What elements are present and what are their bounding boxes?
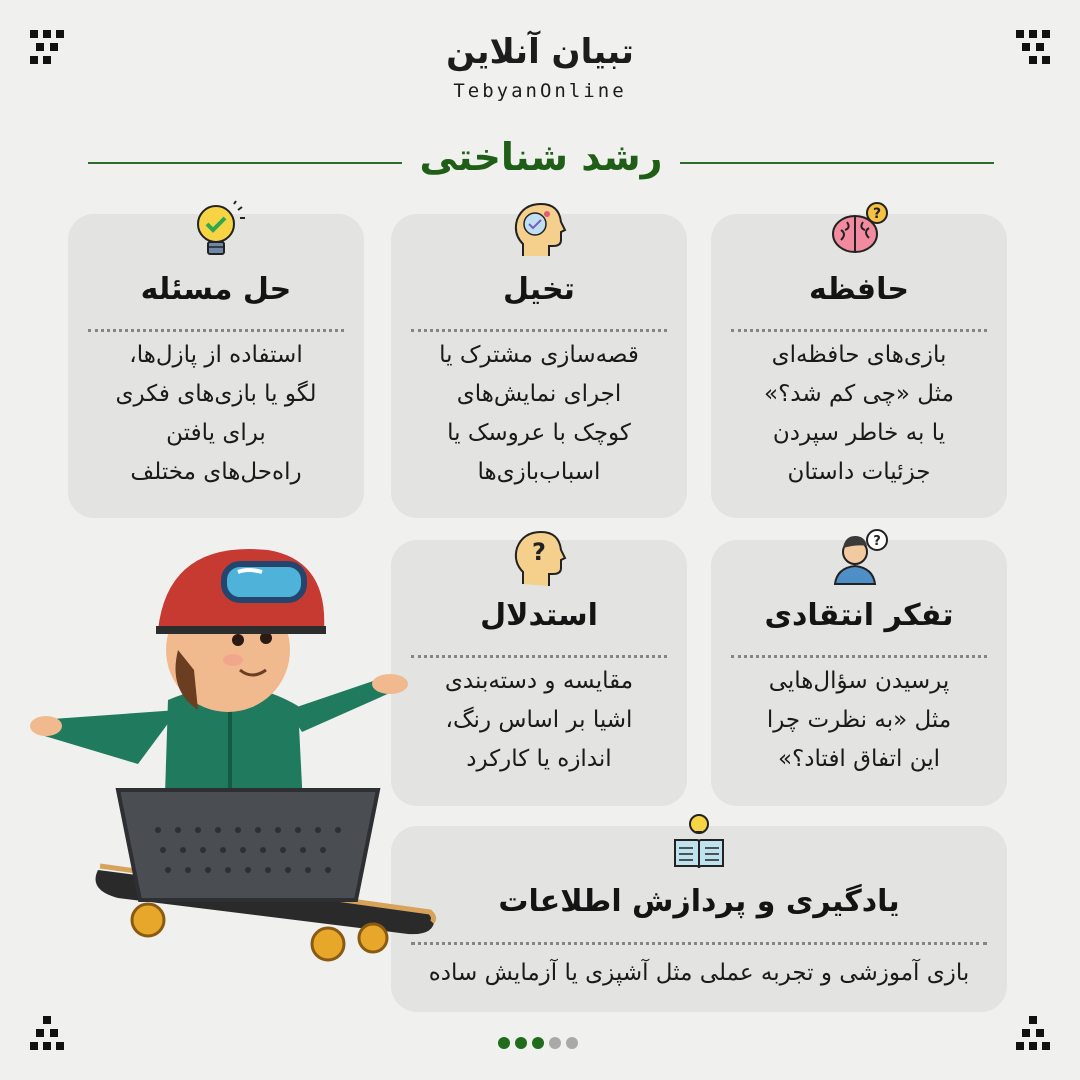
title-row — [88, 135, 994, 185]
pagination-dot-active — [532, 1037, 544, 1049]
child-skateboard-illustration — [28, 540, 438, 980]
card-heading: حل مسئله — [140, 272, 292, 307]
card-text: بازی‌های حافظه‌ای مثل «چی کم شد؟» یا به خاطر سپردن جزئیات داستان — [764, 342, 954, 485]
brain-question-icon — [829, 200, 889, 260]
card-text: مقایسه و دسته‌بندی اشیا بر اساس رنگ، اندازه یا کارکرد — [444, 668, 634, 772]
svg-text:?: ? — [873, 534, 881, 549]
dotted-divider — [88, 329, 344, 332]
card-heading: یادگیری و پردازش اطلاعات — [498, 884, 900, 919]
card-heading: تفکر انتقادی — [764, 598, 954, 633]
lightbulb-check-icon — [186, 200, 246, 260]
pagination-dot-active — [498, 1037, 510, 1049]
pagination-dot — [566, 1037, 578, 1049]
dotted-divider — [411, 655, 667, 658]
svg-text:?: ? — [872, 206, 882, 222]
corner-pattern-icon — [30, 1016, 64, 1050]
pagination-dot — [549, 1037, 561, 1049]
card-learning — [391, 826, 1007, 1012]
head-imagination-icon — [509, 200, 569, 260]
dotted-divider — [411, 329, 667, 332]
card-text: قصه‌سازی مشترک یا اجرای نمایش‌های کوچک با عروسک یا اسباب‌بازی‌ها — [439, 342, 639, 485]
brand-name-fa: تبیان آنلاین — [446, 32, 634, 72]
dotted-divider — [411, 942, 987, 945]
pagination-dot-active — [515, 1037, 527, 1049]
book-lightbulb-icon — [669, 812, 729, 872]
card-problem-solving — [68, 214, 364, 518]
svg-text:?: ? — [532, 538, 546, 566]
card-text: پرسیدن سؤال‌هایی مثل «به نظرت چرا این اتفاق افتاد؟» — [766, 668, 952, 772]
head-question-icon — [509, 526, 569, 586]
thinking-person-icon — [829, 526, 889, 586]
card-heading: حافظه — [809, 272, 909, 307]
dotted-divider — [731, 655, 987, 658]
card-imagination — [391, 214, 687, 518]
card-memory — [711, 206, 1007, 518]
pagination — [498, 1034, 583, 1048]
card-text: بازی آموزشی و تجربه عملی مثل آشپزی یا آزمایش ساده — [428, 960, 970, 986]
brand-name-en: TebyanOnline — [453, 80, 627, 102]
corner-pattern-icon — [1016, 1016, 1050, 1050]
card-heading: تخیل — [503, 272, 575, 307]
card-critical-thinking — [711, 534, 1007, 806]
card-text: استفاده از پازل‌ها، لگو یا بازی‌های فکری برای یافتن راه‌حل‌های مختلف — [115, 342, 317, 485]
page-title: رشد شناختی — [402, 135, 681, 179]
dotted-divider — [731, 329, 987, 332]
card-heading: استدلال — [480, 598, 598, 633]
